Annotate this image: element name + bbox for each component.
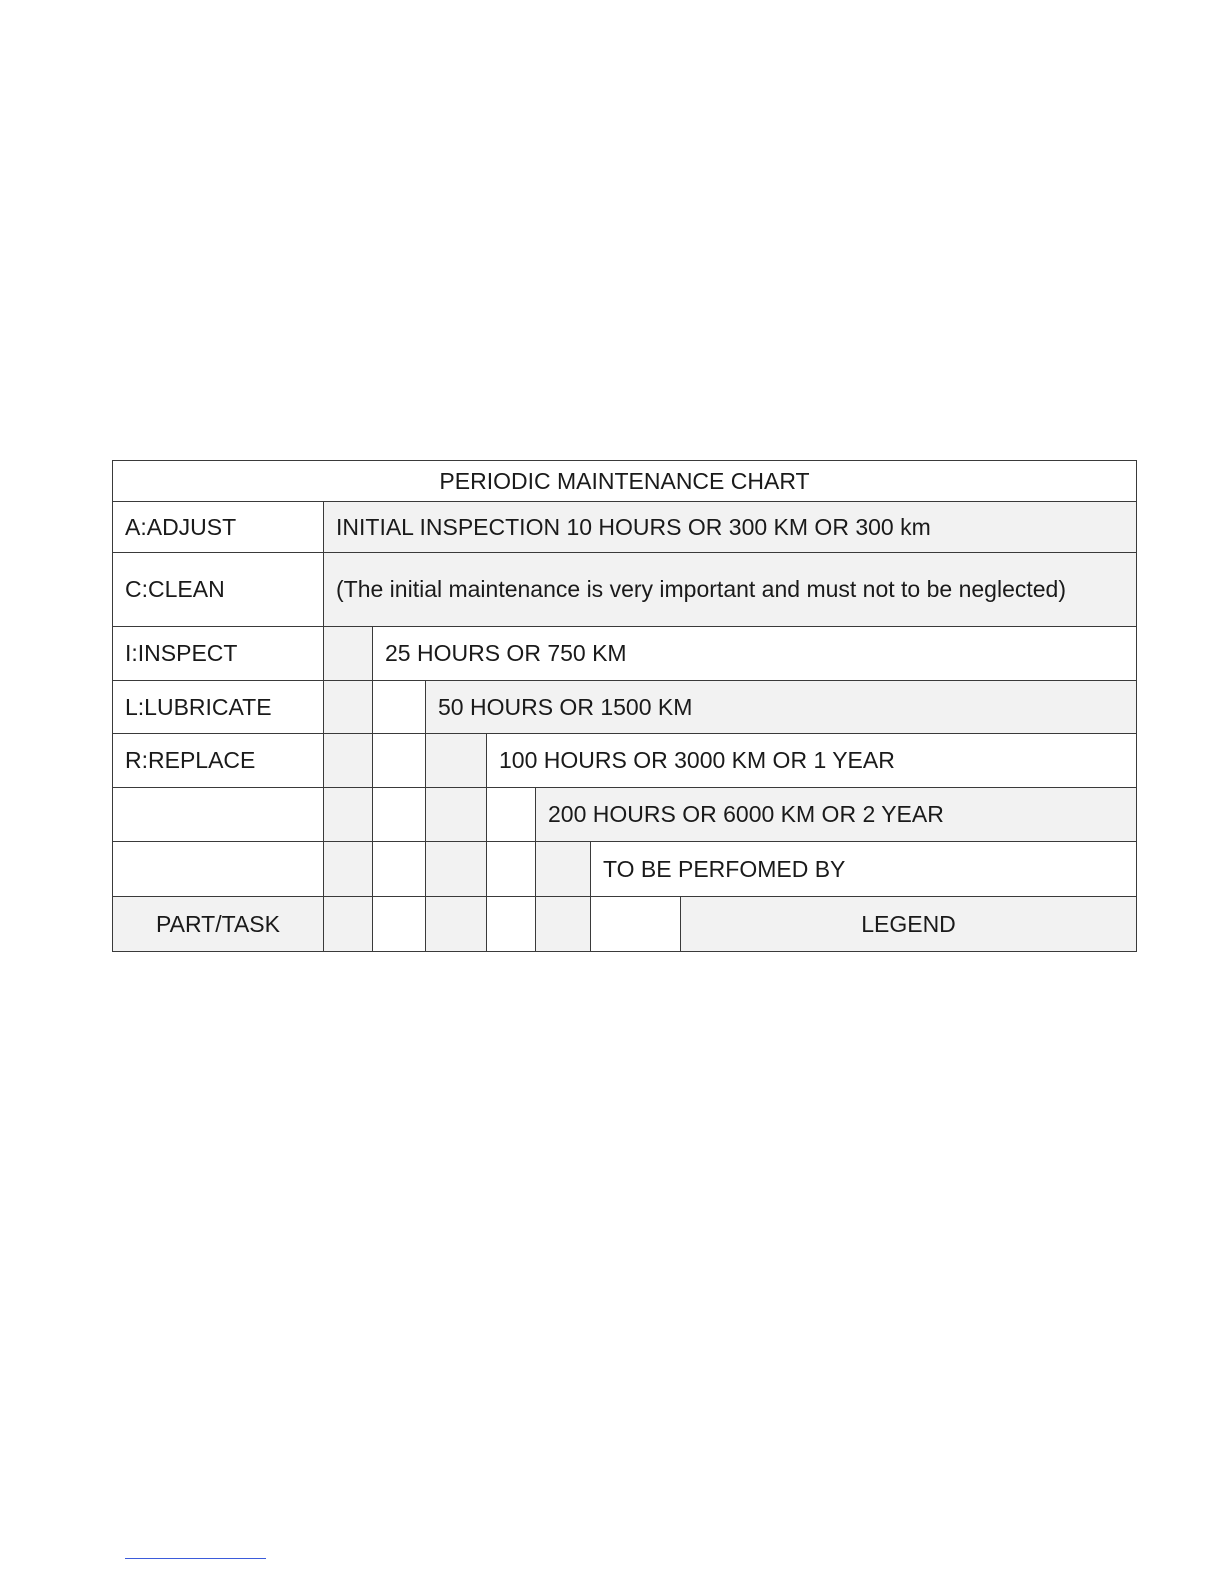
interval-column-cell — [372, 680, 426, 734]
initial-maintenance-note: (The initial maintenance is very important and must not to be neglected) — [323, 552, 1137, 627]
legend-adjust: A:ADJUST — [112, 501, 324, 553]
legend-lubricate: L:LUBRICATE — [112, 680, 324, 734]
periodic-maintenance-chart — [112, 460, 1137, 952]
part-task-header: PART/TASK — [112, 896, 324, 952]
interval-200-hours: 200 HOURS OR 6000 KM OR 2 YEAR — [535, 787, 1137, 842]
interval-25-hours: 25 HOURS OR 750 KM — [372, 626, 1137, 681]
interval-column-cell — [486, 787, 536, 842]
interval-column-cell — [425, 896, 487, 952]
interval-initial-inspection: INITIAL INSPECTION 10 HOURS OR 300 KM OR 300 km — [323, 501, 1137, 553]
interval-column-cell — [486, 841, 536, 897]
legend-inspect: I:INSPECT — [112, 626, 324, 681]
interval-column-cell — [323, 626, 373, 681]
interval-column-cell — [425, 787, 487, 842]
interval-column-cell — [323, 896, 373, 952]
interval-column-cell — [372, 733, 426, 788]
footnote-separator — [125, 1558, 266, 1559]
legend-blank-cell — [112, 841, 324, 897]
interval-column-cell — [372, 787, 426, 842]
legend-blank-cell — [112, 787, 324, 842]
chart-title: PERIODIC MAINTENANCE CHART — [112, 460, 1137, 502]
legend-header: LEGEND — [680, 896, 1137, 952]
interval-column-cell — [486, 896, 536, 952]
interval-column-cell — [372, 896, 426, 952]
interval-column-cell — [535, 841, 591, 897]
interval-column-cell — [323, 841, 373, 897]
interval-100-hours: 100 HOURS OR 3000 KM OR 1 YEAR — [486, 733, 1137, 788]
interval-column-cell — [425, 733, 487, 788]
performed-by-cell — [590, 896, 681, 952]
interval-column-cell — [323, 787, 373, 842]
interval-column-cell — [425, 841, 487, 897]
interval-column-cell — [323, 733, 373, 788]
legend-clean: C:CLEAN — [112, 552, 324, 627]
interval-column-cell — [372, 841, 426, 897]
legend-replace: R:REPLACE — [112, 733, 324, 788]
interval-50-hours: 50 HOURS OR 1500 KM — [425, 680, 1137, 734]
interval-column-cell — [323, 680, 373, 734]
performed-by-label: TO BE PERFOMED BY — [590, 841, 1137, 897]
interval-column-cell — [535, 896, 591, 952]
